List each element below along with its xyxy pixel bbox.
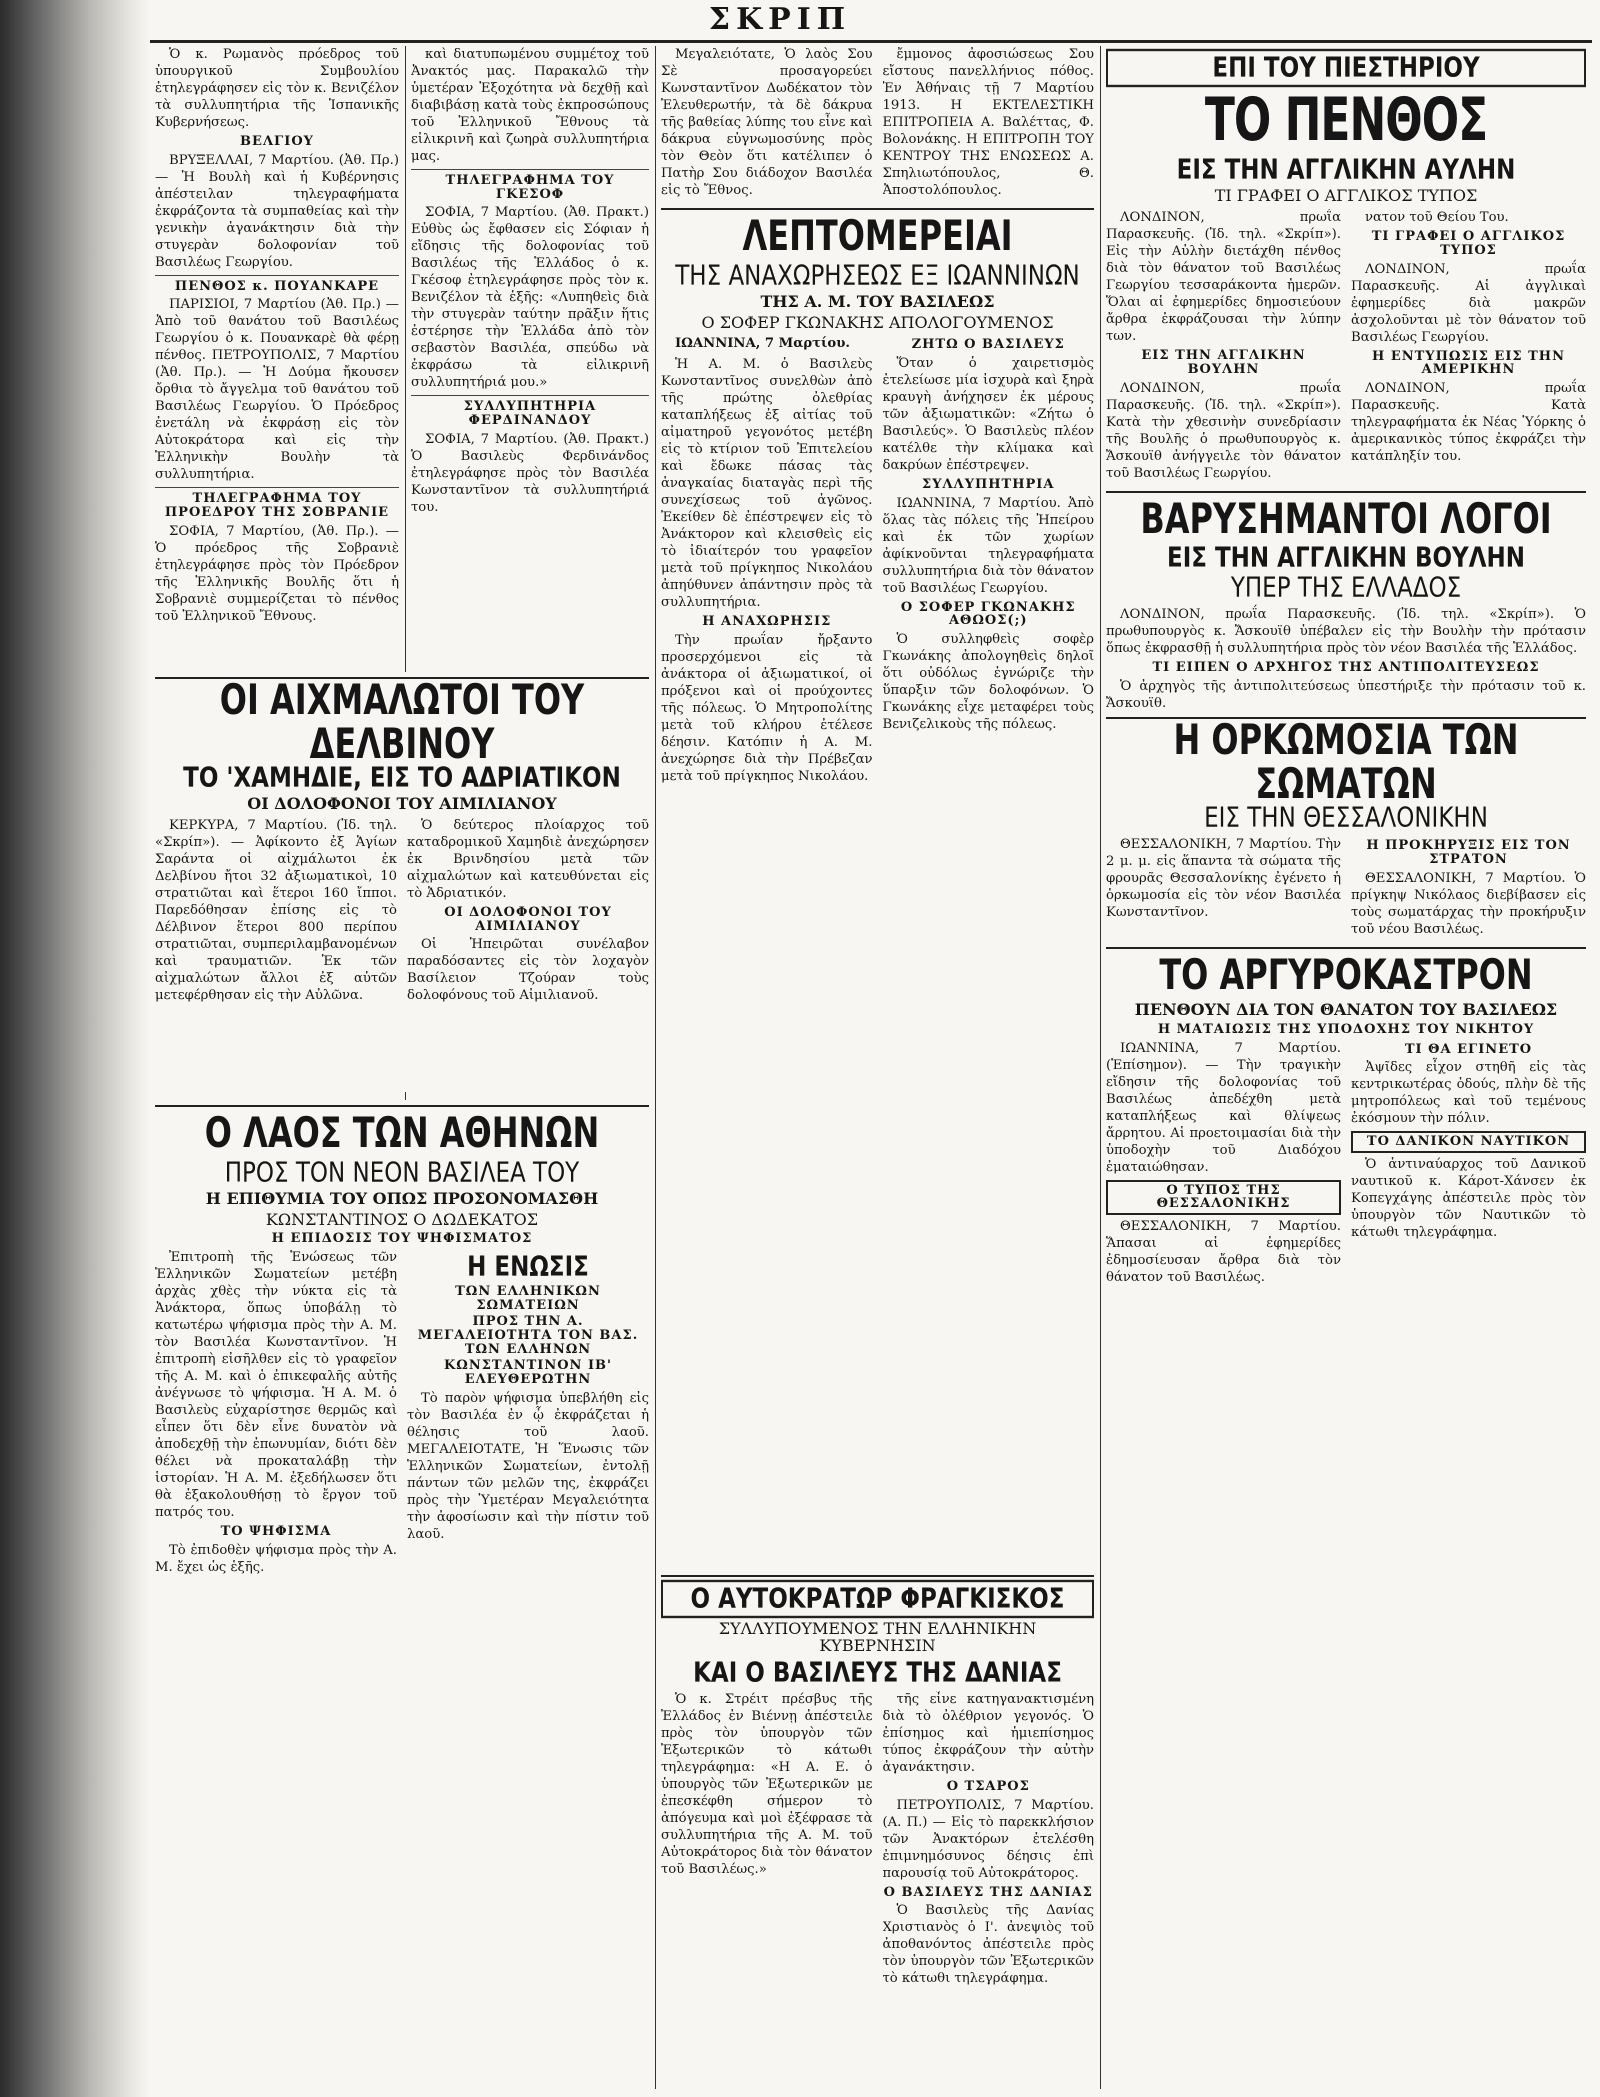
divider	[1106, 491, 1586, 493]
divider	[661, 1575, 1094, 1577]
section-heading: Η ΠΡΟΚΗΡΥΞΙΣ ΕΙΣ ΤΟΝ ΣΤΡΑΤΟΝ	[1366, 838, 1571, 868]
subheadline: ΕΙΣ ΤΗΝ ΘΕΣΣΑΛΟΝΙΚΗΝ	[1204, 802, 1488, 834]
article-text: Ἡ Α. Μ. ὁ Βασιλεὺς Κωνσταντῖνος συνελθὼν ἀπὸ τῆς πρώτης ὀλεθρίας καταπλήξεως ἐξ αἰτίας τοῦ αἰματηροῦ γεγονότος μετέβη εἰς τὸ κτίριον τοῦ Ἐπιτελείου καὶ ἔδωκε πάσας τὰς ἀναγκαίας διαταγὰς περὶ τῆς συνεχίσεως τοῦ ἀγῶνος. Ἐκείθεν δὲ ἐπέστρεψεν εἰς τὸ Ἀνάκτορον καὶ κλεισθεὶς εἰς τὸ ἰδιαίτερόν του γραφεῖον μετὰ τοῦ πρίγκηπος Νικολάου ἀπηύθυνεν ἀπάντησιν πρὸς τὰ συλλυπητήρια.	[661, 357, 873, 611]
subheadline: ΤΩΝ ΕΛΛΗΝΙΚΩΝ ΣΩΜΑΤΕΙΩΝ	[455, 1284, 601, 1313]
section-heading: ΤΟ ΔΑΝΙΚΟΝ ΝΑΥΤΙΚΟΝ	[1351, 1131, 1586, 1153]
section-heading: ΕΙΣ ΤΗΝ ΑΓΓΛΙΚΗΝ ΒΟΥΛΗΝ	[1141, 348, 1306, 377]
article-text: ΘΕΣΣΑΛΟΝΙΚΗ, 7 Μαρτίου. Ὁ πρίγκηψ Νικόλαος διεβίβασεν εἰς τοὺς σωματάρχας τὴν προκήρυξιν τοῦ νέου Βασιλέως.	[1351, 870, 1586, 937]
column-3	[661, 46, 1094, 1486]
subheadline: ΚΑΙ Ο ΒΑΣΙΛΕΥΣ ΤΗΣ ΔΑΝΙΑΣ	[693, 1657, 1062, 1689]
article-text: Τὸ παρὸν ψήφισμα ὑπεβλήθη εἰς τὸν Βασιλέα ἐν ᾧ ἐκφράζεται ἡ θέλησις τοῦ λαοῦ. ΜΕΓΑΛΕΙΟΤΑΤΕ, Ἡ Ἕνωσις τῶν Ἑλληνικῶν Σωματείων, ἐντολῇ πάντων τῶν μελῶν της, ἐκφράζει πρὸς τὴν Ὑμετέραν Μεγαλειότητα τὴν ἀφοσίωσιν καὶ τὴν πίστιν τοῦ λαοῦ.	[407, 1390, 649, 1542]
section-heading: ΟΙ ΔΟΛΟΦΟΝΟΙ ΤΟΥ ΑΙΜΙΛΙΑΝΟΥ	[444, 905, 612, 934]
dateline: ΙΩΑΝΝΙΝΑ, 7 Μαρτίου.	[675, 336, 850, 352]
divider	[155, 487, 399, 488]
section-heading: Ο ΤΥΠΟΣ ΤΗΣ ΘΕΣΣΑΛΟΝΙΚΗΣ	[1106, 1180, 1341, 1215]
subheadline: ΤΙ ΓΡΑΦΕΙ Ο ΑΓΓΛΙΚΟΣ ΤΥΠΟΣ	[1214, 186, 1478, 206]
article-text: ΣΟΦΙΑ, 7 Μαρτίου. (Ἀθ. Πρακτ.) Εὐθὺς ὡς ἔφθασεν εἰς Σόφιαν ἡ εἴδησις τῆς δολοφονίας τοῦ Βασιλέως τῆς Ἑλλάδος ὁ κ. Γκέσοφ ἐτηλεγράφησε πρὸς τὸν κ. Βενιζέλον τὰ ἑξῆς: «Λυπηθεὶς διὰ τὴν στυγερὰν ταύτην πρᾶξιν ἥτις ἐστέρησε τὴν Ἑλλάδα ἀπὸ τὸν σεβαστὸν Βασιλέα, σπεύδω νὰ ἐκφράσω τὰ εἰλικρινῆ συλλυπητήριά μου.»	[411, 205, 649, 391]
article-text: ΣΟΦΙΑ, 7 Μαρτίου. (Ἀθ. Πρακτ.) Ὁ Βασιλεὺς Φερδινάνδος ἐτηλεγράφησε πρὸς τὸν Βασιλέα Κωνσταντῖνον τὰ συλλυπητήριά του.	[411, 431, 649, 515]
headline: ΟΙ ΑΙΧΜΑΛΩΤΟΙ ΤΟΥ ΔΕΛΒΙΝΟΥ	[219, 675, 585, 769]
article-text: Ὁ συλληφθεὶς σοφὲρ Γκωνάκης ἀπολογηθεὶς δηλοῖ ὅτι οὐδόλως ἐγνώριζε τὴν ὕπαρξιν τῶν δολοφόνων. Ὁ Γκωνάκης εἶχε μεταφέρει τοὺς Βενιζελικοὺς τῆς πόλεως.	[882, 631, 1094, 732]
article-text: Τὸ ἐπιδοθὲν ψήφισμα πρὸς τὴν Α. Μ. ἔχει ὡς ἑξῆς.	[155, 1542, 397, 1575]
section-banner: ΕΠΙ ΤΟΥ ΠΙΕΣΤΗΡΙΟΥ	[1106, 49, 1586, 88]
subheadline: ΚΩΝΣΤΑΝΤΙΝΟΝ ΙΒ' ΕΛΕΥΘΕΡΩΤΗΝ	[443, 1358, 612, 1387]
article-text: Ἐπιτροπὴ τῆς Ἑνώσεως τῶν Ἑλληνικῶν Σωματείων μετέβη ἀρχὰς χθὲς τὴν νύκτα εἰς τὰ Ἀνάκτορα, ὅπως ὑποβάλῃ τὸ κατωτέρω ψήφισμα πρὸς τὴν Α. Μ. τὸν Βασιλέα Κωνσταντῖνον. Ἡ ἐπιτροπὴ εἰσῆλθεν εἰς τὸ γραφεῖον τῆς Α. Μ. καὶ ὁ ἐπικεφαλῆς αὐτῆς ἀνέγνωσε τὸ ψήφισμα. Ἡ Α. Μ. ὁ Βασιλεὺς εὐχαρίστησε θερμῶς καὶ εἶπεν ὅτι δὲν εἶνε δυνατὸν νὰ ἀποδεχθῇ τὴν ἐπωνυμίαν, διότι δὲν θέλει νὰ προκαταλάβῃ τὴν ἱστορίαν. Ἡ Α. Μ. ἐξεδήλωσεν ὅτι θὰ ἐξακολουθήσῃ τὸ ἔργον τοῦ πατρός του.	[155, 1249, 397, 1520]
article-text: ΚΕΡΚΥΡΑ, 7 Μαρτίου. (Ἰδ. τηλ. «Σκρίπ»). — Ἀφίκοντο ἐξ Ἁγίων Σαράντα οἱ αἰχμάλωτοι ἐκ Δελβίνου ἤτοι 32 ἀξιωματικοὶ, 10 στρατιῶται καὶ ἕτεροι 160 ἴπποι. Παρεδόθησαν ἐπίσης εἰς τὸ Δέλβινον ἕτεροι 800 περίπου στρατιῶται, συμπεριλαμβανομένων καὶ τραυματιῶν. Ἐκ τῶν αἰχμαλώτων ἄλλοι ἐξ αὐτῶν μετεφέρθησαν εἰς τὴν Αὐλῶνα.	[155, 818, 397, 1004]
headline: ΒΑΡΥΣΗΜΑΝΤΟΙ ΛΟΓΟΙ	[1140, 493, 1552, 544]
section-heading: ΤΙ ΘΑ ΕΓΙΝΕΤΟ	[1404, 1041, 1533, 1057]
section-heading: Η ΑΝΑΧΩΡΗΣΙΣ	[702, 614, 832, 630]
article-text: Ὅταν ὁ χαιρετισμὸς ἐτελείωσε μία ἰσχυρὰ καὶ ξηρὰ κραυγὴ ἀνήχησεν ἐκ μέρους τῶν ἀξιωματικῶν: «Ζήτω ὁ Βασιλεύς». Ὁ Βασιλεὺς πλέον κατέλθε τὴν κλίμακα καὶ δακρύων ἐπέστρεψεν.	[882, 355, 1094, 473]
column-5	[1106, 46, 1586, 2089]
section-heading: ΣΥΛΛΥΠΗΤΗΡΙΑ ΦΕΡΔΙΝΑΝΔΟΥ	[463, 399, 597, 428]
article-text: ΒΡΥΞΕΛΛΑΙ, 7 Μαρτίου. (Ἀθ. Πρ.) — Ἡ Βουλὴ καὶ ἡ Κυβέρνησις ἀπέστειλαν τηλεγραφήματα ἐκφράζοντα τὰ συμπαθείας καὶ τὴν γενικὴν ἀγανάκτησιν διὰ τὴν στυγερὰν δολοφονίαν τοῦ Βασιλέως Γεωργίου.	[155, 152, 399, 270]
headline: Ο ΛΑΟΣ ΤΩΝ ΑΘΗΝΩΝ	[204, 1108, 600, 1158]
divider	[155, 1105, 649, 1107]
column-rule	[655, 46, 656, 2089]
section-heading: ΣΥΛΛΥΠΗΤΗΡΙΑ	[922, 476, 1055, 492]
headline: Ο ΑΥΤΟΚΡΑΤΩΡ ΦΡΑΓΚΙΣΚΟΣ	[661, 1580, 1094, 1619]
section-heading: ΤΗΛΕΓΡΑΦΗΜΑ ΤΟΥ ΠΡΟΕΔΡΟΥ ΤΗΣ ΣΟΒΡΑΝΙΕ	[164, 491, 390, 520]
article-text: Ὁ ἀντιναύαρχος τοῦ Δανικοῦ ναυτικοῦ κ. Κάροτ-Χάνσεν ἐκ Κοπεγχάγης ἀπέστειλε πρὸς τὸν ὑπουργὸν τῶν Ναυτικῶν τὸ κάτωθι τηλεγράφημα.	[1351, 1156, 1586, 1240]
article-text: ΘΕΣΣΑΛΟΝΙΚΗ, 7 Μαρτίου. Τὴν 2 μ. μ. εἰς ἅπαντα τὰ σώματα τῆς φρουρᾶς Θεσσαλονίκης ἐγένετο ἡ ὁρκωμοσία εἰς τὸν νέον Βασιλέα Κωνσταντῖνον.	[1106, 837, 1341, 921]
column-2	[411, 46, 649, 666]
headline: ΤΟ ΑΡΓΥΡΟΚΑΣΤΡΟΝ	[1159, 949, 1533, 1000]
franz-article	[661, 1570, 1094, 2089]
subheadline: ΠΡΟΣ ΤΟΝ ΝΕΟΝ ΒΑΣΙΛΕΑ ΤΟΥ	[224, 1156, 580, 1189]
divider	[661, 208, 1094, 210]
column-1	[155, 46, 399, 666]
subheadline: ΥΠΕΡ ΤΗΣ ΕΛΛΑΔΟΣ	[1230, 572, 1462, 604]
headline: Η ΟΡΚΩΜΟΣΙΑ ΤΩΝ ΣΩΜΑΤΩΝ	[1173, 715, 1519, 809]
section-heading: Η ΕΝΤΥΠΩΣΙΣ ΕΙΣ ΤΗΝ ΑΜΕΡΙΚΗΝ	[1372, 348, 1565, 378]
article-text: ΛΟΝΔΙΝΟΝ, πρωΐα Παρασκευῆς. (Ἰδ. τηλ. «Σκρίπ»). Κατὰ τὴν χθεσινὴν συνεδρίασιν τῆς Βουλῆς ὁ πρωθυπουργὸς κ. Ἄσκουϊθ ἀνήγγειλε τὸν θάνατον τοῦ Βασιλέως Γεωργίου.	[1106, 380, 1341, 481]
section-heading: ΒΕΛΓΙΟΥ	[240, 134, 314, 149]
section-heading: ΤΟ ΨΗΦΙΣΜΑ	[220, 1523, 332, 1539]
subheadline: ΟΙ ΔΟΛΟΦΟΝΟΙ ΤΟΥ ΑΙΜΙΛΙΑΝΟΥ	[247, 794, 557, 814]
subheadline: ΤΗΣ Α. Μ. ΤΟΥ ΒΑΣΙΛΕΩΣ	[760, 291, 995, 311]
athens-article	[155, 1100, 649, 2089]
divider	[411, 395, 649, 396]
article-text: Ὁ δεύτερος πλοίαρχος τοῦ καταδρομικοῦ Χαμηδιὲ ἀνεχώρησεν ἐκ Βρινδησίου μετὰ τῶν αἰχμαλώτων καὶ κατευθύνεται εἰς τὸ Ἀδριατικόν.	[407, 818, 649, 902]
article-text: Ὁ κ. Στρέιτ πρέσβυς τῆς Ἑλλάδος ἐν Βιέννῃ ἀπέστειλε πρὸς τὸν ὑπουργὸν τῶν Ἐξωτερικῶν τὸ κάτωθι τηλεγράφημα: «Η Α. Ε. ὁ ὑπουργὸς τῶν Ἐξωτερικῶν με ἐπεσκέφθη σήμερον τὸ ἀπόγευμα καὶ μοὶ ἐξέφρασε τὰ συλλυπητήρια τῆς Α. Μ. τοῦ Αὐτοκράτορος διὰ τὸν θάνατον τοῦ Βασιλέως.»	[661, 1691, 873, 1877]
column-rule	[1100, 46, 1101, 2089]
article-text: ΛΟΝΔΙΝΟΝ, πρωΐα Παρασκευῆς. Αἱ ἀγγλικαὶ ἐφημερίδες διὰ μακρῶν ἀσχολοῦνται μὲ τὸν θάνατον τοῦ Βασιλέως Γεωργίου.	[1351, 261, 1586, 345]
divider	[155, 275, 399, 276]
section-heading: ΤΙ ΕΙΠΕΝ Ο ΑΡΧΗΓΟΣ ΤΗΣ ΑΝΤΙΠΟΛΙΤΕΥΣΕΩΣ	[1152, 660, 1540, 676]
masthead-rule	[150, 40, 1592, 43]
article-text: Ὁ κ. Ρωμανὸς πρόεδρος τοῦ ὑπουργικοῦ Συμβουλίου ἐτηλεγράφησεν εἰς τὸν κ. Βενιζέλον τὰ συλλυπητήρια τῆς Ἰσπανικῆς Κυβερνήσεως.	[155, 47, 399, 130]
delvino-article	[155, 672, 649, 1092]
article-text: ΘΕΣΣΑΛΟΝΙΚΗ, 7 Μαρτίου. Ἅπασαι αἱ ἐφημερίδες ἐδημοσίευσαν ἄρθρα διὰ τὸν θάνατον τοῦ Βασιλέως.	[1106, 1218, 1341, 1285]
article-text: ΛΟΝΔΙΝΟΝ, πρωΐα Παρασκευῆς. Κατὰ τηλεγραφήματα ἐκ Νέας Ὑόρκης ὁ ἀμερικανικὸς τύπος ἐκφράζει τὴν κατάπληξίν του.	[1351, 380, 1586, 464]
article-text: ΣΟΦΙΑ, 7 Μαρτίου, (Ἀθ. Πρ.). — Ὁ πρόεδρος τῆς Σοβρανιὲ ἐτηλεγράφησε πρὸς τὸν Πρόεδρον τῆς Ἑλληνικῆς Βουλῆς ὅτι ἡ Σοβρανιὲ συμμερίζεται τὸ πένθος τοῦ Ἑλληνικοῦ Ἔθνους.	[155, 523, 399, 624]
section-heading: Ο ΣΟΦΕΡ ΓΚΩΝΑΚΗΣ ΑΘΩΟΣ(;)	[900, 599, 1076, 629]
section-heading: ΤΗΛΕΓΡΑΦΗΜΑ ΤΟΥ ΓΚΕΣΟΦ	[445, 173, 615, 202]
article-text: ΙΩΑΝΝΙΝΑ, 7 Μαρτίου. Ἀπὸ ὅλας τὰς πόλεις τῆς Ἠπείρου καὶ ἐκ τῶν χωρίων ἀφίκνοῦνται τηλεγραφήματα συλλυπητήρια διὰ τὸν θάνατον τοῦ Βασιλέως Γεωργίου.	[882, 495, 1094, 596]
article-text: τῆς εἶνε κατηγανακτισμένη διὰ τὸ ὀλέθριον γεγονός. Ὁ ἐπίσημος καὶ ἡμιεπίσημος τύπος ἐκφράζουν τὴν αὐτὴν ἀγανάκτησιν.	[882, 1691, 1094, 1775]
subheadline: Η ΜΑΤΑΙΩΣΙΣ ΤΗΣ ΥΠΟΔΟΧΗΣ ΤΟΥ ΝΙΚΗΤΟΥ	[1157, 1022, 1535, 1038]
article-text: ΠΑΡΙΣΙΟΙ, 7 Μαρτίου (Ἀθ. Πρ.) — Ἀπὸ τοῦ θανάτου τοῦ Βασιλέως Γεωργίου ὁ κ. Πουανκαρὲ θὰ φέρῃ πένθος. ΠΕΤΡΟΥΠΟΛΙΣ, 7 Μαρτίου (Ἀθ. Πρ.). — Ἡ Δούμα ἤκουσεν ὄρθια τὸ ἄγγελμα τοῦ θανάτου τοῦ Βασιλέως Γεωργίου. Ὁ Πρόεδρος ἐνετάλη νὰ ἐκφράσῃ εἰς τὸν Αὐτοκράτορα καὶ εἰς τὴν Ἑλληνικὴν Βουλὴν τὰ συλλυπητήρια.	[155, 297, 399, 483]
section-heading: ΖΗΤΩ Ο ΒΑΣΙΛΕΥΣ	[911, 337, 1065, 353]
article-text: Τὴν πρωΐαν ἤρξαντο προσερχόμενοι εἰς τὰ ἀνάκτορα οἱ ἀξιωματικοί, οἱ πρόξενοι καὶ οἱ προύχοντες τῆς πόλεως. Ὁ Μητροπολίτης μετὰ τοῦ κλήρου ἐτέλεσε δέησιν. Κατόπιν ἡ Α. Μ. ἀνεχώρησε διὰ τὴν Πρέβεζαν μετὰ τοῦ πρίγκηπος Νικολάου.	[661, 632, 873, 784]
article-text: ΠΕΤΡΟΥΠΟΛΙΣ, 7 Μαρτίου. (Α. Π.) — Εἰς τὸ παρεκκλήσιον τῶν Ἀνακτόρων ἐτελέσθη ἐπιμνημόσυνος δέησις ἐπὶ παρουσίᾳ τοῦ Αὐτοκράτορος.	[882, 1797, 1094, 1881]
article-text: Ὁ ἀρχηγὸς τῆς ἀντιπολιτεύσεως ὑπεστήριξε τὴν πρότασιν τοῦ κ. Ἄσκουϊθ.	[1106, 679, 1586, 712]
divider	[1106, 947, 1586, 949]
masthead: ΣΚΡΙΠ	[708, 2, 852, 37]
section-heading: ΤΙ ΓΡΑΦΕΙ Ο ΑΓΓΛΙΚΟΣ ΤΥΠΟΣ	[1371, 229, 1566, 258]
headline: Η ΕΝΩΣΙΣ	[467, 1251, 589, 1283]
subheadline: ΤΗΣ ΑΝΑΧΩΡΗΣΕΩΣ ΕΞ ΙΩΑΝΝΙΝΩΝ	[675, 259, 1080, 292]
subheadline: ΕΙΣ ΤΗΝ ΑΓΓΛΙΚΗΝ ΑΥΛΗΝ	[1176, 154, 1516, 186]
subheadline: ΕΙΣ ΤΗΝ ΑΓΓΛΙΚΗΝ ΒΟΥΛΗΝ	[1166, 542, 1526, 574]
section-heading: Ο ΒΑΣΙΛΕΥΣ ΤΗΣ ΔΑΝΙΑΣ	[883, 1884, 1093, 1900]
section-heading: Ο ΤΣΑΡΟΣ	[946, 1778, 1030, 1794]
subheadline: ΣΥΛΛΥΠΟΥΜΕΝΟΣ ΤΗΝ ΕΛΛΗΝΙΚΗΝ ΚΥΒΕΡΝΗΣΙΝ	[718, 1619, 1037, 1655]
article-text: ΙΩΑΝΝΙΝΑ, 7 Μαρτίου. (Ἐπίσημον). — Τὴν τραγικὴν εἴδησιν τῆς δολοφονίας τοῦ Βασιλέως ἀπεδέχθη μετὰ καταπλήξεως καὶ θλίψεως ἄρρητου. Αἱ προετοιμασίαι διὰ τὴν ὑποδοχὴν τοῦ Διαδόχου ἐματαιώθησαν.	[1106, 1040, 1341, 1175]
headline: ΛΕΠΤΟΜΕΡΕΙΑΙ	[742, 211, 1013, 261]
subheadline: ΚΩΝΣΤΑΝΤΙΝΟΣ Ο ΔΩΔΕΚΑΤΟΣ	[265, 1209, 539, 1229]
section-heading: ΠΕΝΘΟΣ κ. ΠΟΥΑΝΚΑΡΕ	[174, 278, 380, 294]
article-text: ΛΟΝΔΙΝΟΝ, πρωΐα Παρασκευῆς. (Ἰδ. τηλ. «Σκρίπ»). Εἰς τὴν Αὐλὴν διετάχθη πένθος διὰ τὸν θάνατον τοῦ Βασιλέως Γεωργίου τεσσαράκοντα ἡμερῶν. Ὅλαι αἱ ἐφημερίδες δημοσιεύουν ἄρθρα ἐκφράζουσαι τὴν λύπην των.	[1106, 210, 1341, 345]
subheadline: Η ΕΠΙΘΥΜΙΑ ΤΟΥ ΟΠΩΣ ΠΡΟΣΟΝΟΜΑΣΘΗ	[205, 1188, 599, 1208]
article-text: Οἱ Ἠπειρῶται συνέλαβον παραδόσαντες εἰς τὸν λοχαγὸν Βασίλειον Τζούραν τοὺς δολοφόνους τοῦ Αἰμιλιανοῦ.	[407, 937, 649, 1004]
article-text: νατον τοῦ Θείου Του.	[1365, 210, 1509, 226]
article-text: ΛΟΝΔΙΝΟΝ, πρωΐα Παρασκευῆς. (Ἰδ. τηλ. «Σκρίπ»). Ὁ πρωθυπουργὸς κ. Ἄσκουϊθ ὑπέβαλεν εἰς τὴν Βουλὴν τὴν πρότασιν ὅπως ἐκφρασθῇ ἡ συλλυπητήρια πρὸς τὸν νέον Βασιλέα τῆς Ἑλλάδος.	[1106, 607, 1586, 657]
subheadline: ΠΕΝΘΟΥΝ ΔΙΑ ΤΟΝ ΘΑΝΑΤΟΝ ΤΟΥ ΒΑΣΙΛΕΩΣ	[1134, 1000, 1558, 1020]
article-text: Ὁ Βασιλεὺς τῆς Δανίας Χριστιανὸς ὁ Ι'. ἀνεψιὸς τοῦ ἀποθανόντος ἀπέστειλε πρὸς τὸν ὑπουργὸν τῶν Ἐξωτερικῶν τὸ κάτωθι τηλεγράφημα.	[882, 1903, 1094, 1987]
divider	[411, 169, 649, 170]
subheadline: ΠΡΟΣ ΤΗΝ Α. ΜΕΓΑΛΕΙΟΤΗΤΑ ΤΟΝ ΒΑΣ. ΤΩΝ ΕΛΛΗΝΩΝ	[417, 1314, 639, 1357]
headline: ΤΟ ΠΕΝΘΟΣ	[1204, 86, 1488, 155]
subheadline: Η ΕΠΙΔΟΣΙΣ ΤΟΥ ΨΗΦΙΣΜΑΤΟΣ	[271, 1231, 533, 1247]
article-text: Μεγαλειότατε, Ὁ λαὸς Σου Σὲ προσαγορεύει Κωνσταντῖνον Δωδέκατον τὸν Ἐλευθερωτήν, τὰ δὲ δάκρυα τῆς βαθείας λύπης του εἶνε καὶ δάκρυα εὐγνωμοσύνης πρὸς τὸν Θεὸν ὅτι κατέλιπεν ὁ Πατὴρ Σου διάδοχον Βασιλέα εἰς τὸ Ἔθνος.	[661, 47, 873, 198]
subheadline: Ο ΣΟΦΕΡ ΓΚΩΝΑΚΗΣ ΑΠΟΛΟΓΟΥΜΕΝΟΣ	[701, 312, 1054, 332]
article-text: ἔμμονος ἀφοσιώσεως Σου εἴστους πανελλήνιος πόθος. Ἐν Ἀθήναις τῇ 7 Μαρτίου 1913. Η ΕΚΤΕΛΕΣΤΙΚΗ ΕΠΙΤΡΟΠΕΙΑ Α. Βαλέττας, Φ. Βολονάκης. Η ΕΠΙΤΡΟΠΗ ΤΟΥ ΚΕΝΤΡΟΥ ΤΗΣ ΕΝΩΣΕΩΣ Α. Σπηλιωτόπουλος, Θ. Ἀποστολόπουλος.	[882, 47, 1094, 198]
article-text: καὶ διατυπωμένου συμμέτοχ τοῦ Ἀνακτός μας. Παρακαλῶ τὴν ὑμετέραν Ἐξοχότητα νὰ δεχθῇ καὶ διαβιβάσῃ κατὰ τοὺς ἐκπροσώπους τοῦ Ἑλληνικοῦ Ἔθνους τὰ εἰλικρινῆ καὶ ζωηρὰ συλλυπητήρια μας.	[411, 47, 649, 164]
subheadline: ΤΟ 'ΧΑΜΗΔΙΕ, ΕΙΣ ΤΟ ΑΔΡΙΑΤΙΚΟΝ	[183, 762, 621, 794]
article-text: Ἀψῖδες εἶχον στηθῆ εἰς τὰς κεντρικωτέρας ὁδούς, πλὴν δὲ τῆς μητροπόλεως καὶ τοῦ τεμένους ἐκόσμουν τὴν πόλιν.	[1351, 1060, 1586, 1127]
scan-edge-shadow	[0, 0, 150, 2097]
